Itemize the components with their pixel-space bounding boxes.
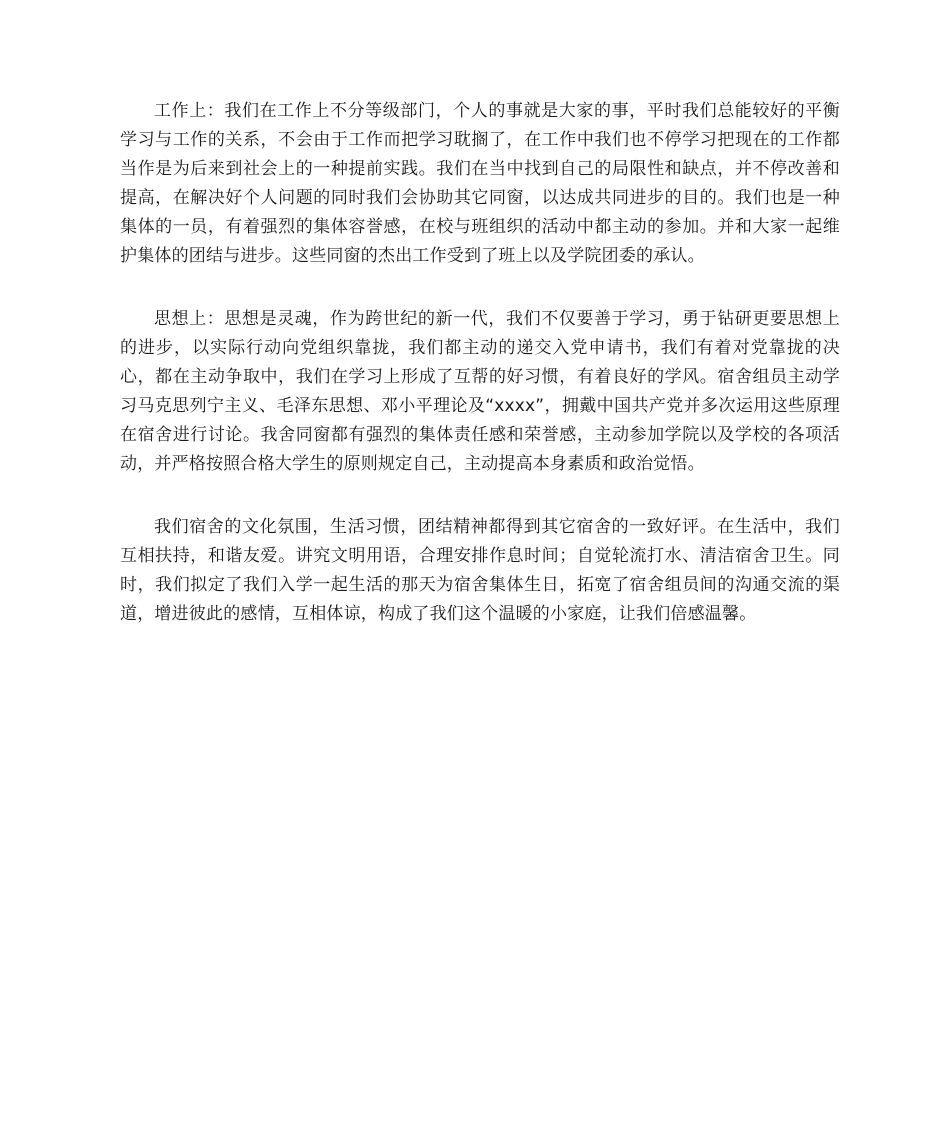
document-body xyxy=(120,97,840,663)
paragraph-dorm-life: 我们宿舍的文化氛围，生活习惯，团结精神都得到其它宿舍的一致好评。在生活中，我们互相扶持，和谐友爱。讲究文明用语，合理安排作息时间；自觉轮流打水、清洁宿舍卫生。同时，我们拟定了我们入学一起生活的那天为宿舍集体生日，拓宽了宿舍组员间的沟通交流的渠道，增进彼此的感情，互相体谅，构成了我们这个温暖的小家庭，让我们倍感温馨。 xyxy=(120,517,840,624)
paragraph-work: 工作上：我们在工作上不分等级部门，个人的事就是大家的事，平时我们总能较好的平衡学习与工作的关系，不会由于工作而把学习耽搁了，在工作中我们也不停学习把现在的工作都当作是为后来到社会上的一种提前实践。我们在当中找到自己的局限性和缺点，并不停改善和提高，在解决好个人问题的同时我们会协助其它同窗，以达成共同进步的目的。我们也是一种集体的一员，有着强烈的集体容誉感，在校与班组织的活动中都主动的参加。并和大家一起维护集体的团结与进步。这些同窗的杰出工作受到了班上以及学院团委的承认。 xyxy=(120,101,840,266)
paragraph-thought: 思想上：思想是灵魂，作为跨世纪的新一代，我们不仅要善于学习，勇于钻研更要思想上的进步，以实际行动向党组织靠拢，我们都主动的递交入党申请书，我们有着对党靠拢的决心，都在主动争取中，我们在学习上形成了互帮的好习惯，有着良好的学风。宿舍组员主动学习马克思列宁主义、毛泽东思想、邓小平理论及“xxxx”，拥戴中国共产党并多次运用这些原理在宿舍进行讨论。我舍同窗都有强烈的集体责任感和荣誉感，主动参加学院以及学校的各项活动，并严格按照合格大学生的原则规定自己，主动提高本身素质和政治觉悟。 xyxy=(120,309,840,474)
